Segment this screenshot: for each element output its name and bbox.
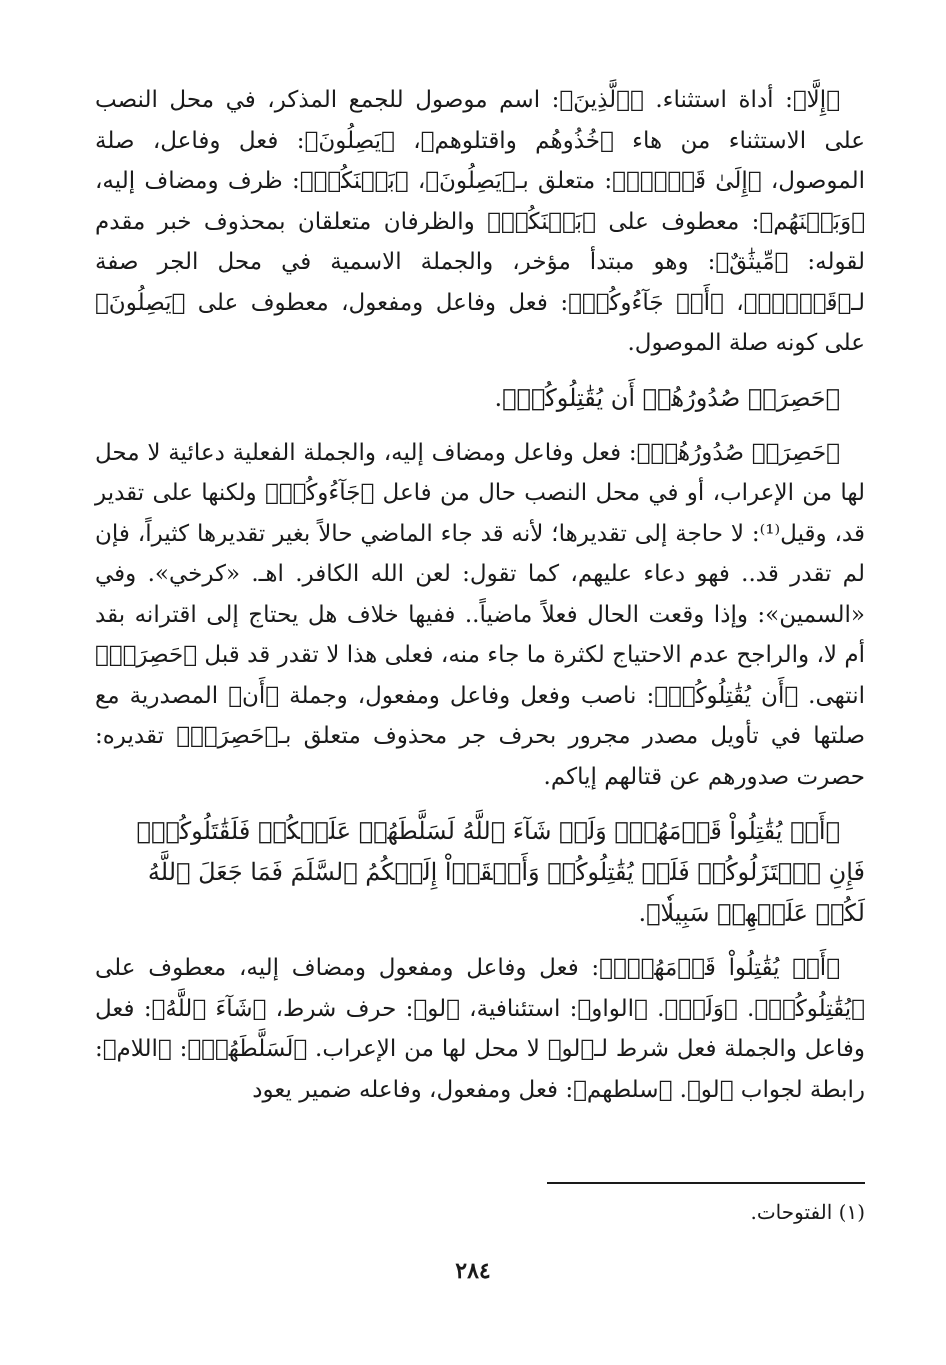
paragraph-3: ﴿أَوۡ يُقَٰتِلُواْ قَوۡمَهُمۡۚ﴾: فعل وفاعل ومفعول ومضاف إليه، معطوف على ﴿يُقَٰتِلُوكُمۡ﴾. ﴿وَلَوۡ﴾. ﴿الواو﴾: استئنافية، ﴿لو﴾: حرف شرط، ﴿شَآءَ ٱللَّهُ﴾: فعل وفاعل والجملة فعل شرط لـ﴿لو﴾ لا محل لها من الإعراب. ﴿لَسَلَّطَهُمۡ﴾: ﴿اللام﴾: رابطة لجواب ﴿لو﴾. ﴿سلطهم﴾: فعل ومفعول، وفاعله ضمير يعود xyxy=(95,955,865,1103)
quran-verse-1: ﴿حَصِرَتۡ صُدُورُهُمۡ أَن يُقَٰتِلُوكُمۡ﴾. xyxy=(494,383,840,412)
footnote-divider xyxy=(547,1182,865,1184)
paragraph-2: ﴿حَصِرَتۡ صُدُورُهُمۡ﴾: فعل وفاعل ومضاف إليه، والجملة الفعلية دعائية لا محل لها من الإعراب، أو في محل النصب حال من فاعل ﴿جَآءُوكُمۡ﴾ ولكنها على تقدير قد، وقيل⁽¹⁾: لا حاجة إلى تقديرها؛ لأنه قد جاء الماضي حالاً بغير تقديرها كثيراً، فإن لم تقدر قد.. فهو دعاء عليهم، كما تقول: لعن الله الكافر. اهـ. «كرخي». وفي «السمين»: وإذا وقعت الحال فعلاً ماضياً.. ففيها خلاف هل يحتاج إلى اقترانه بقد أم لا، والراجح عدم الاحتياج لكثرة ما جاء منه، فعلى هذا لا تقدر قد قبل ﴿حَصِرَتۡ﴾ انتهى. ﴿أَن يُقَٰتِلُوكُمۡ﴾: ناصب وفعل وفاعل ومفعول، وجملة ﴿أَن﴾ المصدرية مع صلتها في تأويل مصدر مجرور بحرف جر محذوف متعلق بـ﴿حَصِرَتۡ﴾ تقديره: حصرت صدورهم عن قتالهم إياكم. xyxy=(95,439,865,790)
paragraph-gap xyxy=(95,797,865,811)
paragraph-1: ﴿إِلَّا﴾: أداة استثناء. ﴿ٱلَّذِينَ﴾: اسم موصول للجمع المذكر، في محل النصب على الاستثناء من هاء ﴿خُذُوهُم واقتلوهم﴾، ﴿يَصِلُونَ﴾: فعل وفاعل، صلة الموصول، ﴿إِلَىٰ قَوۡمِۭ﴾: متعلق بـ﴿يَصِلُونَ﴾، ﴿بَيۡنَكُمۡ﴾: ظرف ومضاف إليه، ﴿وَبَيۡنَهُم﴾: معطوف على ﴿بَيۡنَكُمۡ﴾ والظرفان متعلقان بمحذوف خبر مقدم لقوله: ﴿مِّيثَٰقٌ﴾: وهو مبتدأ مؤخر، والجملة الاسمية في محل الجر صفة لـ﴿قَوۡمِۭ﴾، ﴿أَوۡ جَآءُوكُمۡ﴾: فعل وفاعل ومفعول، معطوف على ﴿يَصِلُونَ﴾ على كونه صلة الموصول. xyxy=(95,87,865,356)
paragraph-gap xyxy=(95,419,865,433)
quran-verse-2: ﴿أَوۡ يُقَٰتِلُواْ قَوۡمَهُمۡۚ وَلَوۡ شَآءَ ٱللَّهُ لَسَلَّطَهُمۡ عَلَيۡكُمۡ فَلَقَٰتَلُوكُمۡۚ فَإِنِ ٱعۡتَزَلُوكُمۡ فَلَمۡ يُقَٰتِلُوكُمۡ وَأَلۡقَوۡاْ إِلَيۡكُمُ ٱلسَّلَمَ فَمَا جَعَلَ ٱللَّهُ لَكُمۡ عَلَيۡهِمۡ سَبِيلٗا﴾. xyxy=(136,817,865,927)
footnote: (١) الفتوحات. xyxy=(750,1200,865,1224)
page-body xyxy=(95,80,865,1110)
page-number: ٢٨٤ xyxy=(455,1258,491,1284)
paragraph-gap xyxy=(95,934,865,948)
paragraph-gap xyxy=(95,364,865,378)
